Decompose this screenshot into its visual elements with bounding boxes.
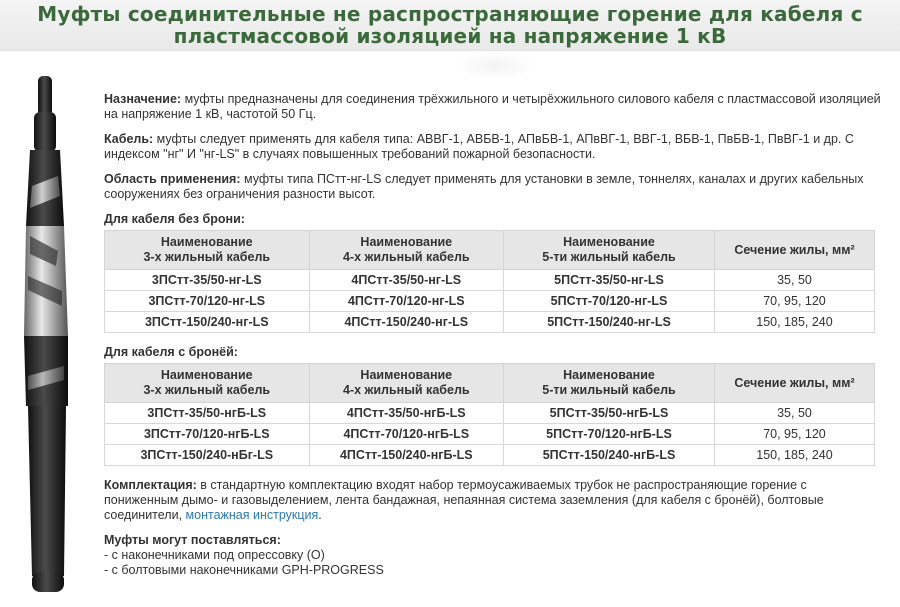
supply-list: [104, 548, 884, 578]
armored-label: Для кабеля с бронёй:: [104, 345, 238, 359]
header-section: Сечение жилы, мм²: [714, 231, 874, 270]
kit-label: Комплектация:: [104, 478, 197, 492]
page-title-line1: Муфты соединительные не распространяющие горение для кабеля с: [37, 2, 863, 26]
header-4core: Наименование 4-х жильный кабель: [309, 364, 503, 403]
list-item: - с наконечниками под опрессовку (О): [104, 548, 325, 562]
page-title-line2: пластмассовой изоляцией на напряжение 1 кВ: [173, 24, 727, 48]
page-title: [0, 3, 900, 47]
header-5core: Наименование 5-ти жильный кабель: [504, 231, 715, 270]
cable-paragraph: [104, 132, 884, 162]
purpose-label: Назначение:: [104, 92, 182, 106]
installation-instructions-link[interactable]: монтажная инструкция: [185, 508, 319, 522]
table-row: 3ПСтт-70/120-нгБ-LS 4ПСтт-70/120-нгБ-LS 5ПСтт-70/120-нгБ-LS 70, 95, 120: [105, 424, 875, 445]
table-row: 3ПСтт-150/240-нг-LS 4ПСтт-150/240-нг-LS 5ПСтт-150/240-нг-LS 150, 185, 240: [105, 312, 875, 333]
table-header-row: [105, 231, 875, 270]
table-row: 3ПСтт-35/50-нг-LS 4ПСтт-35/50-нг-LS 5ПСтт-35/50-нг-LS 35, 50: [105, 270, 875, 291]
cable-label: Кабель:: [104, 132, 154, 146]
kit-text: в стандартную комплектацию входят набор термоусаживаемых трубок не распространяющие горение с пониженным дымо- и газовыделением, лента бандажная, непаянная система заземления (для кабеля с бронёй), болтовые соединители,: [104, 478, 824, 522]
header-section: Сечение жилы, мм²: [714, 364, 874, 403]
application-text: муфты типа ПСтт-нг-LS следует применять для установки в земле, тоннелях, каналах и других кабельных сооружениях без ограничения разности высот.: [104, 172, 864, 201]
table-header-row: [105, 364, 875, 403]
table-row: 3ПСтт-150/240-нБг-LS 4ПСтт-150/240-нгБ-LS 5ПСтт-150/240-нгБ-LS 150, 185, 240: [105, 445, 875, 466]
supply-label: Муфты могут поставляться:: [104, 533, 281, 547]
application-paragraph: [104, 172, 884, 202]
cable-text: муфты следует применять для кабеля типа: АВВГ-1, АВБВ-1, АПвБВ-1, АПвВГ-1, ВВГ-1, ВБВ-1, ПвБВ-1, ПвВГ-1 и др. С индексом "нг" И "нг-LS" в случаях повышенных требований пожарной безопасности.: [104, 132, 854, 161]
list-item: - с болтовыми наконечниками GPH-PROGRESS: [104, 563, 384, 577]
application-label: Область применения:: [104, 172, 241, 186]
header-5core: Наименование 5-ти жильный кабель: [504, 364, 715, 403]
decorative-glow: [455, 52, 535, 80]
table-row: 3ПСтт-35/50-нгБ-LS 4ПСтт-35/50-нгБ-LS 5ПСтт-35/50-нгБ-LS 35, 50: [105, 403, 875, 424]
content: [104, 92, 884, 578]
kit-paragraph: Комплектация: в стандартную комплектацию входят набор термоусаживаемых трубок не распространяющие горение с пониженным дымо- и газовыделением, лента бандажная, непаянная система заземления (для кабеля с бронёй), болтовые соединители, монтажная инструкция.: [104, 478, 824, 522]
unarmored-label: Для кабеля без брони:: [104, 212, 245, 226]
header-3core: Наименование 3-х жильный кабель: [105, 231, 310, 270]
purpose-text: муфты предназначены для соединения трёхжильного и четырёхжильного силового кабеля с пластмассовой изоляцией на напряжение 1 кВ, частотой 50 Гц.: [104, 92, 881, 121]
header-3core: Наименование 3-х жильный кабель: [105, 364, 310, 403]
cable-coupling-image: [18, 76, 80, 596]
armored-table: [104, 363, 875, 466]
purpose-paragraph: [104, 92, 884, 122]
table-row: 3ПСтт-70/120-нг-LS 4ПСтт-70/120-нг-LS 5ПСтт-70/120-нг-LS 70, 95, 120: [105, 291, 875, 312]
unarmored-table: [104, 230, 875, 333]
header-4core: Наименование 4-х жильный кабель: [309, 231, 503, 270]
